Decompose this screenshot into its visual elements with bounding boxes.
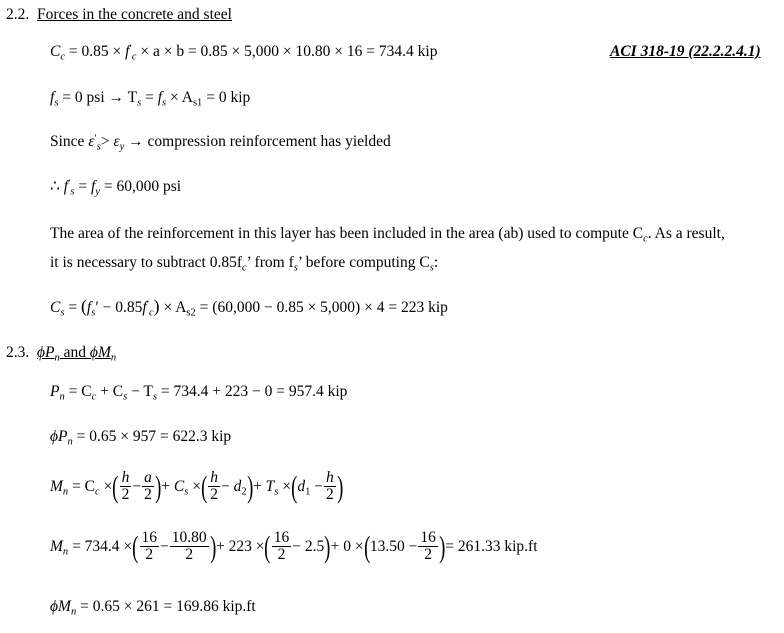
equation-phi-pn: $\phi P_n = 0.65 \times 957 = 622.3$ kip bbox=[50, 428, 232, 448]
equation-mn-symbolic: $M_n = C_c$ ×( $\frac{h}{2}$ − $\frac{a}{2}$ )+ $C_s$ ×( $\frac{h}{2}$ − $d_2)+ T_s \times(d_1$ − $\frac{h}{2}$ ) bbox=[50, 469, 343, 505]
paragraph-line-1: The area of the reinforcement in this layer has been included in the area (ab) used to compute $C_c$. As a result, bbox=[50, 225, 725, 245]
equation-fs-prime: ∴ $f'_s = f_y = 60,000$ psi bbox=[50, 178, 182, 198]
section-number: 2.2. bbox=[6, 6, 30, 23]
equation-cc: $C_c = 0.85 \times f'_c \times a \times b = 0.85 \times 5,000 \times 10.80 \times 16 = 734.4$ kip bbox=[50, 43, 438, 63]
equation-fs: $f_s = 0$ psi → $T_s = f_s \times A_{s1} = 0$ kip bbox=[50, 89, 251, 109]
paragraph-line-2: it is necessary to subtract $0.85f_c$’ from $f_s$’ before computing $C_s$: bbox=[50, 254, 439, 274]
equation-pn: $P_n = C_c + C_s - T_s = 734.4 + 223 - 0 = 957.4$ kip bbox=[50, 383, 348, 403]
equation-mn-numeric: $M_n = 734.4$ ×( $\frac{16}{2}$ − $\frac{10.80}{2}$ )+ 223 ×( $\frac{16}{2}$ − 2.5)+ 0 ×(13.50 − $\frac{16}{2}$ )= 261.33 kip.ft bbox=[50, 529, 538, 565]
equation-phi-mn: $\phi M_n = 0.65 \times 261 = 169.86$ kip.ft bbox=[50, 598, 256, 618]
statement-yield: Since $\varepsilon'_s> \varepsilon_y$ → compression reinforcement has yielded bbox=[50, 133, 391, 153]
equation-cs: $C_s = (f_s' - 0.85f'_c) \times A_{s2} = (60,000 - 0.85 \times 5,000) \times 4 = 223$ kip bbox=[50, 296, 448, 319]
section-heading-2-2 bbox=[6, 6, 232, 24]
code-reference: ACI 318-19 (22.2.2.4.1) bbox=[610, 43, 761, 60]
section-title: Forces in the concrete and steel bbox=[37, 6, 232, 23]
section-heading-2-3: 2.3. $\phi P_n$ and $\phi M_n$ bbox=[6, 344, 117, 364]
